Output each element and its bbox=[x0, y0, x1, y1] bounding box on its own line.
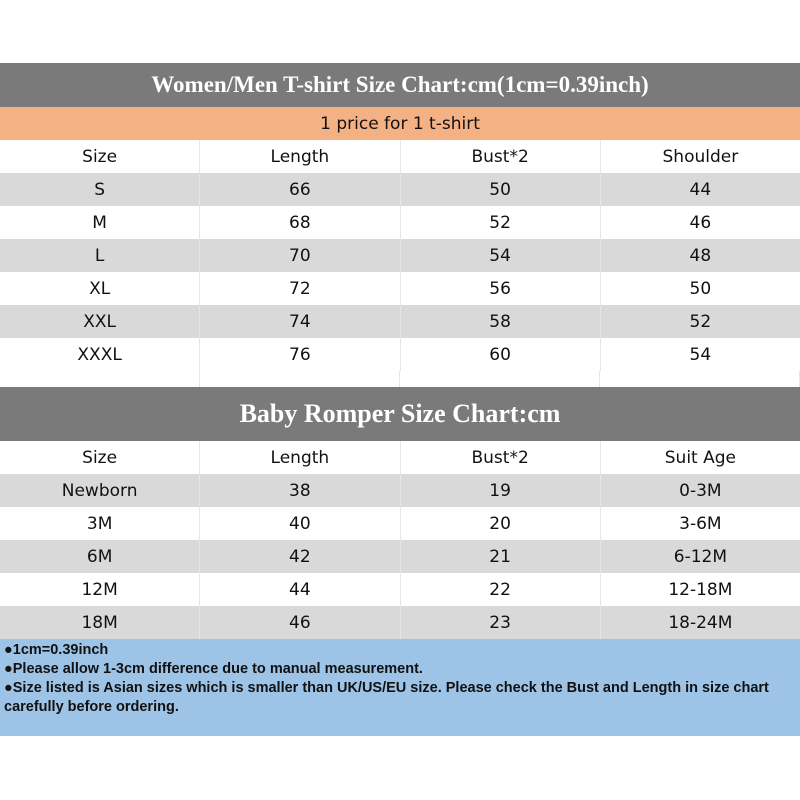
table-row bbox=[0, 606, 800, 639]
cell-bust: 52 bbox=[401, 206, 601, 239]
cell-shoulder: 44 bbox=[689, 179, 712, 200]
cell-length: 70 bbox=[200, 239, 400, 272]
cell-bust: 19 bbox=[401, 474, 601, 507]
romper-chart-title: Baby Romper Size Chart:cm bbox=[0, 387, 800, 441]
table-row bbox=[0, 507, 800, 540]
table-header-row bbox=[0, 140, 800, 173]
cell-suit-age: 6-12M bbox=[673, 546, 727, 567]
table-row bbox=[0, 239, 800, 272]
cell-bust: 58 bbox=[401, 305, 601, 338]
tshirt-chart-title: Women/Men T-shirt Size Chart:cm(1cm=0.39inch) bbox=[0, 63, 800, 107]
note-measurement: ●Please allow 1-3cm difference due to manual measurement. bbox=[4, 661, 423, 677]
cell-bust: 54 bbox=[401, 239, 601, 272]
cell-bust: 21 bbox=[401, 540, 601, 573]
table-spacer bbox=[0, 371, 800, 387]
header-size: Size bbox=[0, 140, 200, 173]
size-notes-panel bbox=[0, 639, 800, 736]
header-suit-age: Suit Age bbox=[664, 447, 736, 468]
table-row bbox=[0, 305, 800, 338]
header-length: Length bbox=[200, 140, 400, 173]
romper-size-table bbox=[0, 441, 800, 639]
cell-length: 72 bbox=[200, 272, 400, 305]
cell-length: 40 bbox=[200, 507, 400, 540]
header-bust: Bust*2 bbox=[401, 441, 601, 474]
table-row bbox=[0, 173, 800, 206]
table-header-row bbox=[0, 441, 800, 474]
cell-length: 46 bbox=[200, 606, 400, 639]
cell-size: 12M bbox=[0, 573, 200, 606]
header-length: Length bbox=[200, 441, 400, 474]
cell-size: 6M bbox=[0, 540, 200, 573]
cell-shoulder: 48 bbox=[689, 245, 712, 266]
table-row bbox=[0, 338, 800, 371]
cell-size: XXL bbox=[0, 305, 200, 338]
table-row bbox=[0, 540, 800, 573]
cell-size: L bbox=[0, 239, 200, 272]
cell-length: 44 bbox=[200, 573, 400, 606]
cell-shoulder: 46 bbox=[689, 212, 712, 233]
table-row bbox=[0, 474, 800, 507]
cell-shoulder: 54 bbox=[689, 344, 712, 365]
cell-length: 38 bbox=[200, 474, 400, 507]
cell-bust: 23 bbox=[401, 606, 601, 639]
cell-size: 18M bbox=[0, 606, 200, 639]
cell-shoulder: 52 bbox=[689, 311, 712, 332]
table-row bbox=[0, 206, 800, 239]
cell-bust: 22 bbox=[401, 573, 601, 606]
cell-length: 76 bbox=[200, 338, 400, 371]
cell-length: 42 bbox=[200, 540, 400, 573]
cell-suit-age: 0-3M bbox=[679, 480, 722, 501]
cell-suit-age: 3-6M bbox=[679, 513, 722, 534]
cell-length: 74 bbox=[200, 305, 400, 338]
header-shoulder: Shoulder bbox=[662, 146, 739, 167]
cell-bust: 60 bbox=[401, 338, 601, 371]
tshirt-size-table bbox=[0, 140, 800, 371]
cell-suit-age: 12-18M bbox=[668, 579, 733, 600]
note-conversion: ●1cm=0.39inch bbox=[4, 642, 109, 658]
header-bust: Bust*2 bbox=[401, 140, 601, 173]
cell-suit-age: 18-24M bbox=[668, 612, 733, 633]
cell-size: S bbox=[0, 173, 200, 206]
cell-length: 66 bbox=[200, 173, 400, 206]
cell-size: Newborn bbox=[0, 474, 200, 507]
tshirt-price-note: 1 price for 1 t-shirt bbox=[0, 107, 800, 140]
cell-size: XL bbox=[0, 272, 200, 305]
table-row bbox=[0, 573, 800, 606]
note-asian-sizes: ●Size listed is Asian sizes which is smaller than UK/US/EU size. Please check the Bust and Length in size chart carefully before ordering. bbox=[4, 680, 769, 715]
header-size: Size bbox=[0, 441, 200, 474]
cell-size: XXXL bbox=[0, 338, 200, 371]
cell-length: 68 bbox=[200, 206, 400, 239]
cell-shoulder: 50 bbox=[689, 278, 712, 299]
table-row bbox=[0, 272, 800, 305]
cell-bust: 20 bbox=[401, 507, 601, 540]
cell-size: 3M bbox=[0, 507, 200, 540]
cell-size: M bbox=[0, 206, 200, 239]
cell-bust: 56 bbox=[401, 272, 601, 305]
cell-bust: 50 bbox=[401, 173, 601, 206]
